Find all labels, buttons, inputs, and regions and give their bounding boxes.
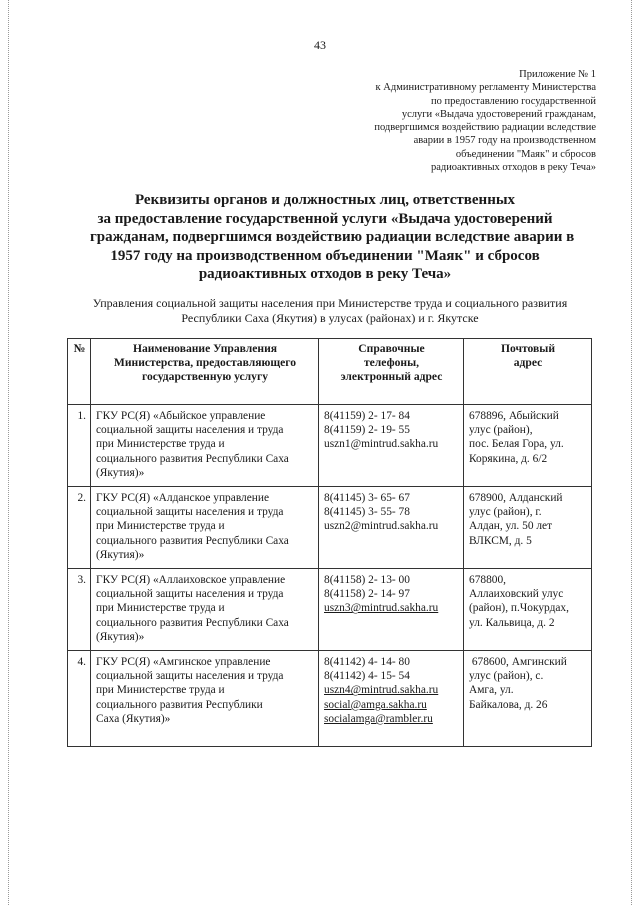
postal-address: [464, 487, 592, 569]
email-link[interactable]: social@amga.sakha.ru: [324, 698, 427, 711]
appendix-line: подвергшимся воздействию радиации вследствие: [374, 122, 596, 134]
office-name-line: при Министерстве труда и: [96, 520, 225, 533]
row-number: 2.: [68, 487, 91, 569]
title-line: гражданам, подвергшимся воздействию радиации вследствие аварии в: [90, 229, 575, 246]
address-line: улус (район), г.: [469, 506, 542, 519]
appendix-line: услуги «Выдача удостоверений гражданам,: [401, 108, 596, 120]
office-name-line: социальной защиты населения и труда: [96, 670, 284, 683]
address-line: (район), п.Чокурдах,: [469, 602, 569, 615]
office-name-line: при Министерстве труда и: [96, 684, 225, 697]
address-line: Амга, ул.: [469, 684, 514, 697]
office-name-line: социальной защиты населения и труда: [96, 588, 284, 601]
office-name-line: (Якутия)»: [96, 630, 145, 643]
requisites-table: [67, 338, 592, 747]
document-title: [90, 191, 575, 284]
phone: 8(41145) 3- 55- 78: [324, 506, 410, 519]
title-line: Реквизиты органов и должностных лиц, ответственных: [134, 192, 516, 208]
address-line: 678800,: [469, 574, 507, 587]
appendix-line: Приложение № 1: [519, 69, 596, 80]
contacts: [319, 569, 464, 651]
postal-address: [464, 569, 592, 651]
header-contacts-line: телефоны,: [363, 356, 420, 370]
document-subtitle: [70, 296, 590, 326]
address-line: пос. Белая Гора, ул.: [469, 438, 564, 451]
title-line: за предоставление государственной услуги «Выдача удостоверений: [97, 210, 553, 227]
appendix-note: [316, 68, 596, 174]
office-name-line: Саха (Якутия)»: [96, 712, 171, 725]
header-address: [464, 339, 592, 405]
contacts: [319, 405, 464, 487]
header-name-line: Министерства, предоставляющего: [113, 356, 297, 370]
email-link[interactable]: uszn2@mintrud.sakha.ru: [324, 520, 439, 533]
office-name-line: социальной защиты населения и труда: [96, 506, 284, 519]
title-line: 1957 году на производственном объединении "Маяк" и сбросов: [110, 247, 540, 264]
address-line: ВЛКСМ, д. 5: [469, 534, 532, 547]
email-link[interactable]: uszn3@mintrud.sakha.ru: [324, 602, 439, 615]
phone: 8(41159) 2- 17- 84: [324, 410, 410, 422]
office-name-line: ГКУ РС(Я) «Амгинское управление: [96, 656, 271, 669]
appendix-line: к Административному регламенту Министерства: [375, 82, 596, 94]
email-link[interactable]: socialamga@rambler.ru: [324, 712, 433, 725]
office-name-line: ГКУ РС(Я) «Алданское управление: [96, 492, 270, 505]
subtitle-line: Республики Саха (Якутия) в улусах (районах) и г. Якутске: [181, 311, 479, 325]
email-link[interactable]: uszn4@mintrud.sakha.ru: [324, 684, 439, 697]
address-line: Байкалова, д. 26: [469, 698, 548, 711]
contacts: [319, 487, 464, 569]
office-name-line: социальной защиты населения и труда: [96, 424, 284, 437]
address-line: улус (район), с.: [469, 670, 544, 683]
address-line: Алдан, ул. 50 лет: [469, 520, 553, 533]
email-link[interactable]: uszn1@mintrud.sakha.ru: [324, 438, 439, 451]
office-name-line: ГКУ РС(Я) «Аллаиховское управление: [96, 574, 286, 587]
header-name-line: Наименование Управления: [132, 342, 278, 355]
postal-address: [464, 651, 592, 747]
office-name-line: социального развития Республики Саха: [96, 534, 289, 547]
table-row: [68, 405, 592, 487]
postal-address: [464, 405, 592, 487]
address-line: Аллаиховский улус: [469, 588, 564, 601]
page-number: 43: [314, 38, 326, 52]
appendix-line: радиоактивных отходов в реку Теча»: [430, 162, 596, 174]
office-name-line: (Якутия)»: [96, 466, 145, 479]
row-number: 3.: [68, 569, 91, 651]
office-name: [91, 651, 319, 747]
table-row: [68, 487, 592, 569]
row-number: 4.: [68, 651, 91, 747]
subtitle-line: Управления социальной защиты населения при Министерстве труда и социального развития: [92, 296, 568, 310]
header-name-line: государственную услугу: [141, 370, 269, 384]
address-line: улус (район),: [469, 424, 533, 437]
phone: 8(41145) 3- 65- 67: [324, 492, 410, 505]
office-name: [91, 569, 319, 651]
table-header-row: [68, 339, 592, 405]
header-address-line: адрес: [513, 356, 543, 370]
scan-edge-right: [631, 0, 632, 905]
phone: 8(41159) 2- 19- 55: [324, 424, 410, 437]
table-row: [68, 651, 592, 747]
address-line: 678896, Абыйский: [469, 410, 559, 422]
office-name-line: ГКУ РС(Я) «Абыйское управление: [96, 410, 266, 422]
office-name-line: социального развития Республики Саха: [96, 452, 289, 465]
office-name-line: при Министерстве труда и: [96, 602, 225, 615]
office-name: [91, 405, 319, 487]
row-number: 1.: [68, 405, 91, 487]
header-name: [91, 339, 319, 405]
address-line: ул. Кальвица, д. 2: [469, 616, 555, 629]
header-contacts-line: Справочные: [358, 342, 425, 355]
phone: 8(41142) 4- 15- 54: [324, 670, 410, 683]
appendix-line: аварии в 1957 году на производственном: [413, 135, 596, 147]
header-num: №: [68, 339, 91, 405]
table-row: [68, 569, 592, 651]
title-line: радиоактивных отходов в реку Теча»: [198, 266, 452, 283]
office-name-line: (Якутия)»: [96, 548, 145, 561]
office-name-line: социального развития Республики Саха: [96, 616, 289, 629]
header-contacts-line: электронный адрес: [340, 370, 443, 384]
office-name-line: при Министерстве труда и: [96, 438, 225, 451]
address-line: 678900, Алданский: [469, 492, 563, 505]
appendix-line: по предоставлению государственной: [430, 95, 596, 107]
appendix-line: объединении "Маяк" и сбросов: [455, 148, 596, 160]
office-name-line: социального развития Республики: [96, 698, 263, 711]
phone: 8(41158) 2- 14- 97: [324, 588, 410, 601]
scan-edge-left: [8, 0, 9, 905]
contacts: [319, 651, 464, 747]
header-address-line: Почтовый: [500, 342, 556, 355]
address-line: 678600, Амгинский: [469, 656, 567, 669]
phone: 8(41142) 4- 14- 80: [324, 656, 410, 669]
address-line: Корякина, д. 6/2: [469, 452, 548, 465]
office-name: [91, 487, 319, 569]
header-contacts: [319, 339, 464, 405]
phone: 8(41158) 2- 13- 00: [324, 574, 410, 587]
